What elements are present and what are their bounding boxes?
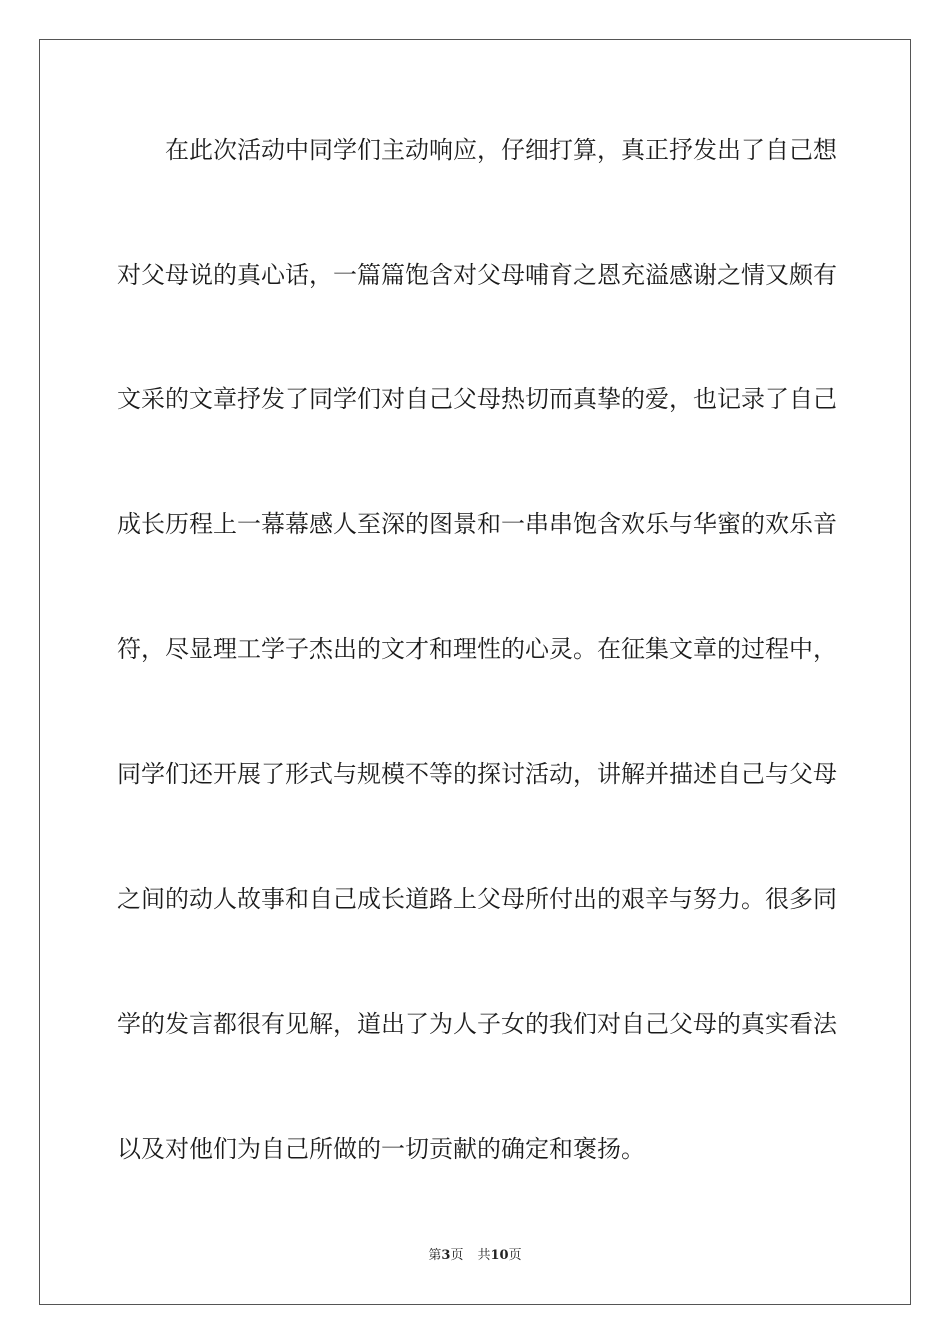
total-pages: 10 xyxy=(490,1248,509,1263)
paragraph-line: 成长历程上一幕幕感人至深的图景和一串串饱含欢乐与华蜜的欢乐音 xyxy=(117,510,837,538)
page-footer xyxy=(0,1248,950,1264)
paragraph-line: 学的发言都很有见解，道出了为人子女的我们对自己父母的真实看法 xyxy=(117,1010,837,1038)
page-border xyxy=(39,39,911,1305)
paragraph-line: 同学们还开展了形式与规模不等的探讨活动，讲解并描述自己与父母 xyxy=(117,760,837,788)
total-pages-prefix: 共 xyxy=(477,1248,491,1263)
paragraph-line: 在此次活动中同学们主动响应，仔细打算，真正抒发出了自己想 xyxy=(165,136,837,164)
page-number-suffix: 页 xyxy=(450,1248,464,1263)
paragraph-line: 之间的动人故事和自己成长道路上父母所付出的艰辛与努力。很多同 xyxy=(117,885,837,913)
paragraph-line: 文采的文章抒发了同学们对自己父母热切而真挚的爱，也记录了自己 xyxy=(117,385,837,413)
paragraph-line: 对父母说的真心话，一篇篇饱含对父母哺育之恩充溢感谢之情又颇有 xyxy=(117,261,837,289)
paragraph-line: 符，尽显理工学子杰出的文才和理性的心灵。在征集文章的过程中， xyxy=(117,635,837,663)
paragraph-line: 以及对他们为自己所做的一切贡献的确定和褒扬。 xyxy=(117,1135,645,1163)
total-pages-suffix: 页 xyxy=(508,1248,522,1263)
page-number: 3 xyxy=(441,1248,451,1263)
page-number-prefix: 第 xyxy=(428,1248,442,1263)
